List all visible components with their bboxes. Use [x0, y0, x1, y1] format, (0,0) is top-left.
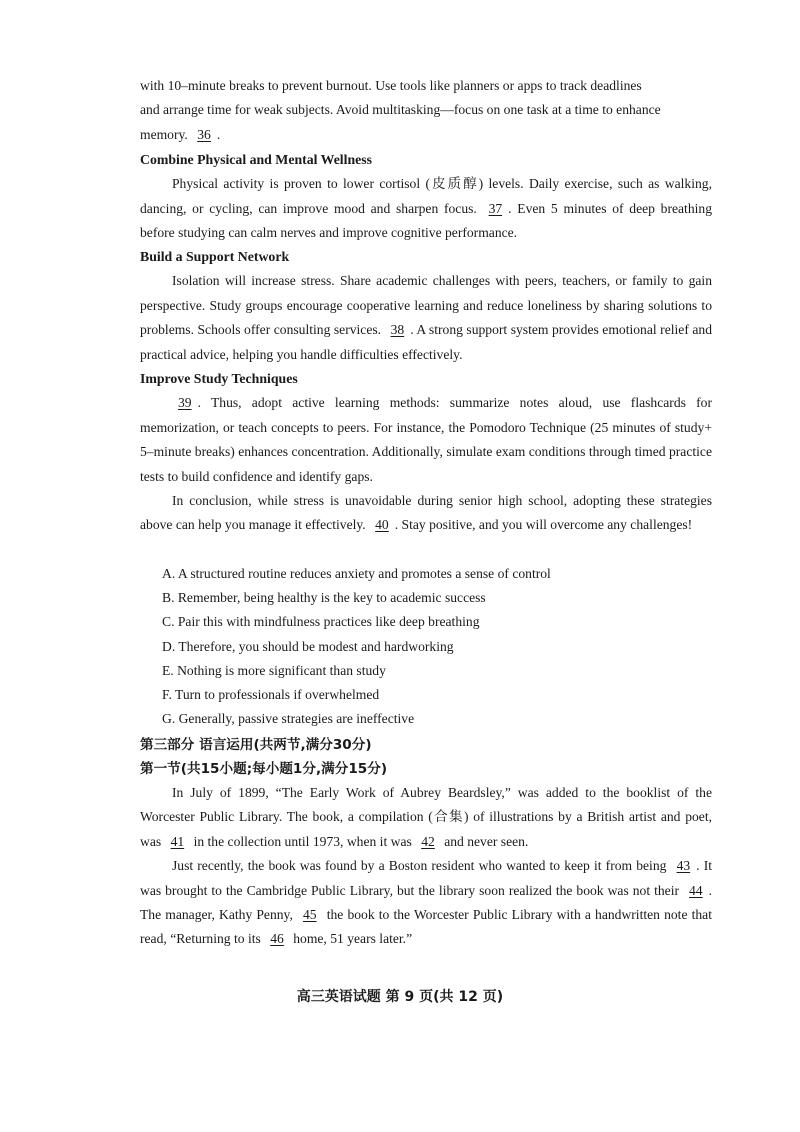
section-paragraph: 39 . Thus, adopt active learning methods: summarize notes aloud, use flashcards for memorization, or teach concepts to peers. For instance, the Pomodoro Technique (25 minutes of study+ 5–minute breaks) enhances concentration. Additionally, simulate exam conditions through timed practice tests to build confidence and identify gaps.: [140, 395, 712, 484]
cloze-passage: [140, 781, 712, 952]
blank-38: 38: [390, 322, 405, 338]
blank-41: 41: [170, 833, 185, 849]
section-study: [140, 367, 712, 489]
option-e: E. Nothing is more significant than study: [162, 662, 386, 678]
passage-line: and arrange time for weak subjects. Avoid multitasking—focus on one task at a time to enhance: [140, 102, 661, 118]
options-list: [140, 562, 712, 731]
passage-line: with 10–minute breaks to prevent burnout. Use tools like planners or apps to track deadlines: [140, 78, 642, 93]
conclusion: [140, 489, 712, 538]
section-paragraph: Physical activity is proven to lower cortisol (皮质醇) levels. Daily exercise, such as walking, dancing, or cycling, can improve mood and sharpen focus. 37 . Even 5 minutes of deep breathing before studying can calm nerves and improve cognitive performance.: [140, 176, 712, 241]
blank-45: 45: [303, 907, 317, 923]
conclusion-paragraph: In conclusion, while stress is unavoidable during senior high school, adopting these strategies above can help you manage it effectively. 40 . Stay positive, and you will overcome any challenges!: [140, 493, 712, 533]
cloze-paragraph-1: In July of 1899, “The Early Work of Aubrey Beardsley,” was added to the booklist of the Worcester Public Library. The book, a compilation (合集) of illustrations by a British artist and poet, was 41 in the collection until 1973, when it was 42 and never seen.: [140, 785, 712, 849]
section-heading: Build a Support Network: [140, 249, 290, 264]
section-physical: [140, 148, 712, 246]
blank-46: 46: [270, 931, 284, 947]
blank-40: 40: [375, 517, 389, 533]
section-paragraph: Isolation will increase stress. Share academic challenges with peers, teachers, or family to gain perspective. Study groups encourage cooperative learning and reduce loneliness by sharing solutions to problems. Schools offer consulting services. 38 . A strong support system provides emotional relief and practical advice, helping you handle difficulties effectively.: [140, 273, 712, 362]
part3-header: [140, 733, 712, 781]
passage-line: memory. 36 .: [140, 126, 221, 142]
section-heading: Combine Physical and Mental Wellness: [140, 152, 373, 167]
option-g: G. Generally, passive strategies are ineffective: [162, 711, 415, 727]
passage-intro: [140, 74, 712, 147]
option-d: D. Therefore, you should be modest and hardworking: [162, 638, 454, 654]
section-heading: Improve Study Techniques: [140, 371, 298, 386]
blank-44: 44: [689, 882, 703, 898]
blank-36: 36: [197, 126, 211, 142]
page-footer: 高三英语试题 第 9 页(共 12 页): [296, 989, 504, 1005]
blank-42: 42: [421, 833, 435, 849]
option-f: F. Turn to professionals if overwhelmed: [162, 687, 380, 703]
blank-37: 37: [488, 200, 503, 216]
option-b: B. Remember, being healthy is the key to academic success: [162, 590, 486, 606]
part3-title: 第三部分 语言运用(共两节,满分30分): [140, 737, 372, 753]
option-a: A. A structured routine reduces anxiety and promotes a sense of control: [162, 566, 551, 581]
option-c: C. Pair this with mindfulness practices like deep breathing: [162, 614, 480, 630]
blank-39: 39: [178, 395, 192, 411]
blank-43: 43: [676, 858, 691, 874]
cloze-paragraph-2: Just recently, the book was found by a Boston resident who wanted to keep it from being 43 . It was brought to the Cambridge Public Library, but the library soon realized the book was not their 44 . The manager, Kathy Penny, 45 the book to the Worcester Public Library with a handwritten note that read, “Returning to its 46 home, 51 years later.”: [140, 858, 713, 947]
section1-title: 第一节(共15小题;每小题1分,满分15分): [140, 761, 388, 777]
section-support: [140, 245, 712, 367]
